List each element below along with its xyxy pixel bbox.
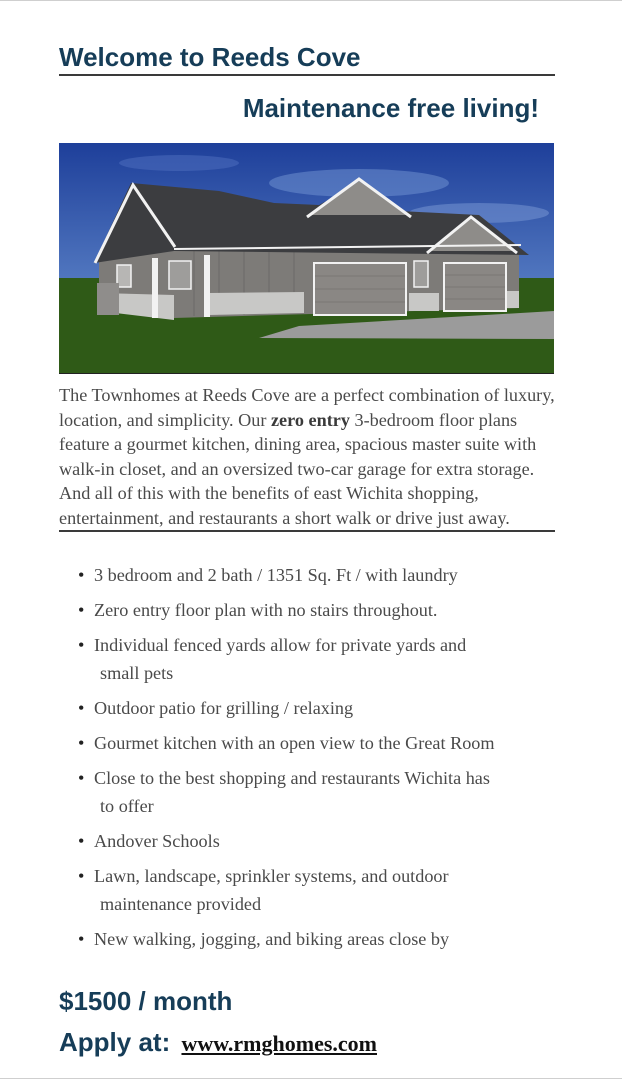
apply-website-link[interactable]: www.rmghomes.com bbox=[181, 1031, 377, 1056]
list-item bbox=[78, 729, 558, 757]
feature-text: 3 bedroom and 2 bath / 1351 Sq. Ft / with laundry bbox=[94, 565, 458, 585]
feature-text: Outdoor patio for grilling / relaxing bbox=[94, 698, 354, 718]
bullet-icon: • bbox=[78, 635, 85, 655]
feature-text: Close to the best shopping and restaurants Wichita has bbox=[94, 768, 490, 788]
apply-label: Apply at: bbox=[59, 1027, 171, 1057]
bottom-divider bbox=[0, 1078, 622, 1079]
bullet-icon: • bbox=[78, 929, 85, 949]
bullet-icon: • bbox=[78, 866, 85, 886]
intro-bold-text: zero entry bbox=[270, 409, 350, 430]
intro-text-after: 3-bedroom floor plans feature a gourmet kitchen, dining area, spacious master suite with walk-in closet, and an oversized two-car garage for extra storage. And all of this with the benefits of east Wichita shopping, entertainment, and restaurants a short walk or drive just away. bbox=[59, 409, 537, 528]
list-item bbox=[78, 925, 558, 953]
apply-line bbox=[59, 1024, 377, 1062]
bullet-icon: • bbox=[78, 733, 85, 753]
feature-text: Lawn, landscape, sprinkler systems, and outdoor bbox=[94, 866, 449, 886]
feature-text: Individual fenced yards allow for private yards and bbox=[94, 635, 467, 655]
rent-price: $1500 / month bbox=[59, 986, 233, 1016]
intro-text-before: The Townhomes at Reeds Cove are a perfect combination of luxury, location, and simplicity. Our bbox=[59, 385, 555, 430]
feature-text-continued: small pets bbox=[100, 663, 174, 683]
bullet-icon: • bbox=[78, 768, 85, 788]
list-item bbox=[78, 596, 558, 624]
page-title: Welcome to Reeds Cove bbox=[59, 40, 555, 76]
top-divider bbox=[0, 0, 622, 1]
townhome-rendering-image bbox=[59, 143, 554, 374]
list-item bbox=[78, 561, 558, 589]
feature-list bbox=[78, 561, 558, 960]
feature-text-continued: to offer bbox=[100, 796, 154, 816]
page-subtitle: Maintenance free living! bbox=[242, 93, 539, 123]
bullet-icon: • bbox=[78, 600, 85, 620]
feature-text: New walking, jogging, and biking areas close by bbox=[94, 929, 450, 949]
intro-paragraph bbox=[59, 383, 555, 532]
list-item bbox=[78, 862, 558, 918]
list-item bbox=[78, 631, 558, 687]
list-item bbox=[78, 764, 558, 820]
feature-text: Andover Schools bbox=[94, 831, 220, 851]
bullet-icon: • bbox=[78, 831, 85, 851]
list-item bbox=[78, 827, 558, 855]
feature-text: Gourmet kitchen with an open view to the Great Room bbox=[94, 733, 495, 753]
bullet-icon: • bbox=[78, 565, 85, 585]
bullet-icon: • bbox=[78, 698, 85, 718]
feature-text: Zero entry floor plan with no stairs throughout. bbox=[94, 600, 438, 620]
feature-text-continued: maintenance provided bbox=[100, 894, 262, 914]
list-item bbox=[78, 694, 558, 722]
